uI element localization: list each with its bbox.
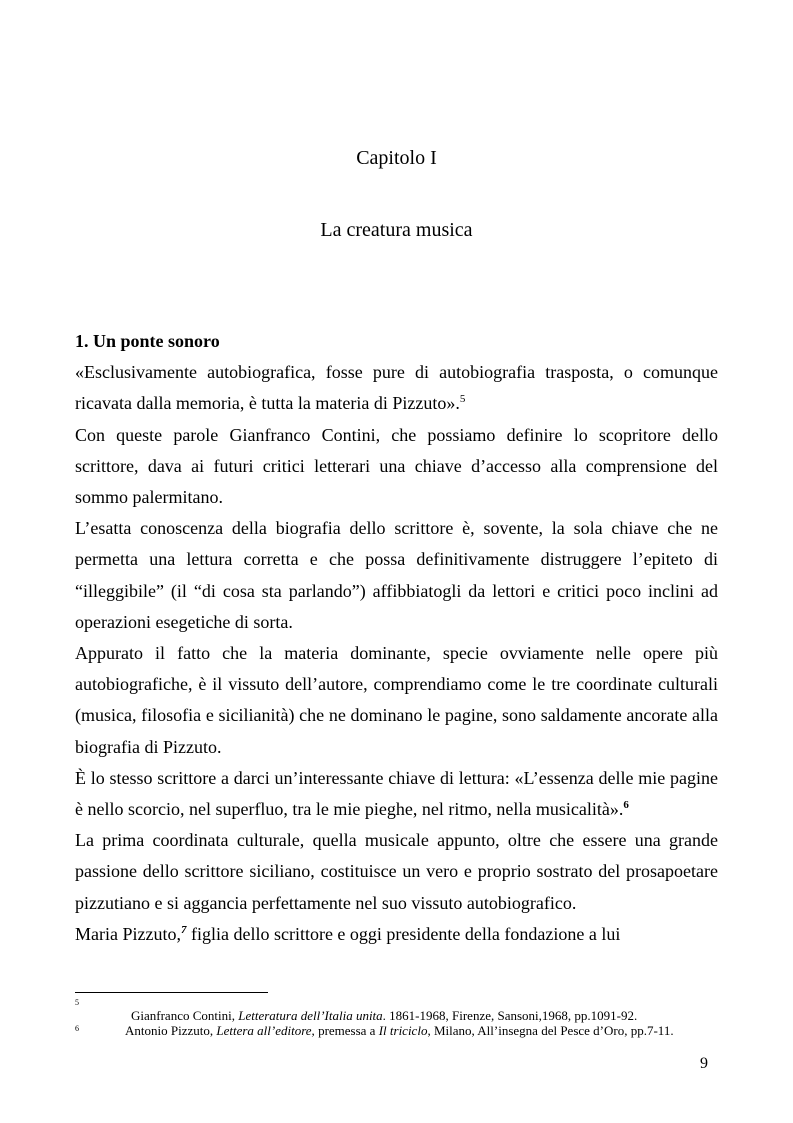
page-number: 9 <box>700 1055 708 1072</box>
footnote-6-text <box>75 1023 718 1038</box>
paragraph-1 <box>75 357 718 419</box>
paragraph-7 <box>75 919 718 950</box>
footnote-ref-7[interactable]: 7 <box>180 923 187 936</box>
paragraph-1-text: «Esclusivamente autobiografica, fosse pure di autobiografia trasposta, o comunque ricavata dalla memoria, è tutta la materia di Pizzuto». <box>75 362 718 414</box>
footnote-6-rest: , Milano, All’insegna del Pesce d’Oro, pp.7-11. <box>427 1023 674 1038</box>
paragraph-4: Appurato il fatto che la materia dominante, specie ovviamente nelle opere più autobiografiche, è il vissuto dell’autore, comprendiamo come le tre coordinate culturali (musica, filosofia e sicilianità) che ne dominano le pagine, sono saldamente ancorate alla biografia di Pizzuto. <box>75 643 718 757</box>
footnote-ref-5[interactable]: 5 <box>459 393 466 406</box>
section-heading: 1. Un ponte sonoro <box>75 331 220 351</box>
footnote-5-number: 5 <box>75 998 79 1007</box>
paragraph-6: La prima coordinata culturale, quella musicale appunto, oltre che essere una grande passione dello scrittore siciliano, costituisce un vero e proprio sostrato del prosapoetare pizzutiano e si aggancia perfettamente nel suo vissuto autobiografico. <box>75 830 718 913</box>
footnote-5 <box>75 998 718 1023</box>
paragraph-5 <box>75 763 718 825</box>
paragraph-3: L’esatta conoscenza della biografia dello scrittore è, sovente, la sola chiave che ne permetta una lettura corretta e che possa definitivamente distruggere l’epiteto di “illeggibile” (il “di cosa sta parlando”) affibbiatogli da lettori e critici poco inclini ad operazioni esegetiche di sorta. <box>75 518 718 632</box>
footnotes <box>75 998 718 1038</box>
footnote-5-text <box>75 1008 718 1023</box>
chapter-title: Capitolo I <box>356 147 437 169</box>
footnote-6 <box>75 1023 718 1038</box>
footnote-5-title: Letteratura dell’Italia unita <box>238 1008 383 1023</box>
footnote-6-title: Lettera all’editore, <box>216 1023 315 1038</box>
paragraph-5-text: È lo stesso scrittore a darci un’interessante chiave di lettura: «L’essenza delle mie pagine è nello scorcio, nel superfluo, tra le mie pieghe, nel ritmo, nella musicalità». <box>75 767 718 820</box>
paragraph-7-rest: figlia dello scrittore e oggi presidente della fondazione a lui <box>186 923 621 944</box>
footnote-6-number: 6 <box>75 1024 79 1033</box>
footnote-separator <box>75 992 268 993</box>
footnote-5-author: Gianfranco Contini, <box>131 1008 239 1023</box>
footnote-5-rest: . 1861-1968, Firenze, Sansoni,1968, pp.1091-92. <box>382 1008 638 1023</box>
chapter-subtitle: La creatura musica <box>320 219 473 241</box>
paragraph-2: Con queste parole Gianfranco Contini, che possiamo definire lo scopritore dello scrittore, dava ai futuri critici letterari una chiave d’accesso alla comprensione del sommo palermitano. <box>75 424 718 508</box>
footnote-6-title2: Il triciclo <box>378 1023 428 1038</box>
footnote-6-author: Antonio Pizzuto, <box>125 1023 217 1038</box>
paragraph-7-start: Maria Pizzuto, <box>75 923 181 944</box>
body-text <box>75 326 718 950</box>
footnote-ref-6[interactable]: 6 <box>623 799 629 812</box>
footnote-6-mid: premessa a <box>314 1023 379 1038</box>
